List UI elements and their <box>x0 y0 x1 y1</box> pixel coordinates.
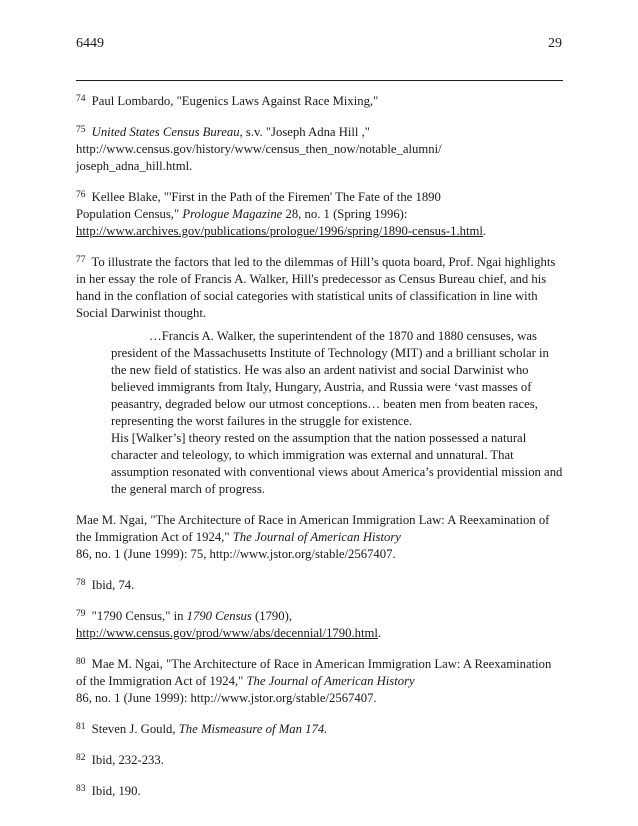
footnote-number: 74 <box>76 94 86 104</box>
footnote-period: . <box>377 626 382 640</box>
book-title: The Mismeasure of Man 174. <box>178 722 328 736</box>
footnote-82 <box>76 752 564 769</box>
ngai-citation <box>76 512 564 563</box>
footnote-number: 83 <box>76 784 86 794</box>
footnote-text: Mae M. Ngai, "The Architecture of Race in American Immigration Law: A Reexamination of the Immigration Act of 1924," <box>76 657 552 688</box>
journal-title: The Journal of American History <box>232 530 401 544</box>
source-title: 1790 Census <box>186 609 252 623</box>
footnote-number: 81 <box>76 722 86 732</box>
footnote-number: 77 <box>76 255 86 265</box>
footnote-number: 80 <box>76 657 86 667</box>
footnote-text: Steven J. Gould, <box>91 722 176 736</box>
footnote-number: 82 <box>76 753 86 763</box>
footnote-83 <box>76 783 564 800</box>
citation-end: 86, no. 1 (June 1999): 75, http://www.jstor.org/stable/2567407. <box>76 547 396 561</box>
footnote-url: http://www.census.gov/history/www/census_then_now/notable_alumni/ <box>76 142 442 156</box>
quote-paragraph-2: His [Walker’s] theory rested on the assumption that the nation possessed a natural character and teleology, to which immigration was external and unnatural. That assumption resonated with conventional views about America’s providential mission and the general march of progress. <box>111 431 563 496</box>
footnote-number: 79 <box>76 609 86 619</box>
source-title: United States Census Bureau <box>91 125 240 139</box>
footnote-link[interactable]: http://www.archives.gov/publications/prologue/1996/spring/1890-census-1.html <box>76 224 483 238</box>
source-title: Prologue Magazine <box>182 207 283 221</box>
footnote-75 <box>76 124 564 175</box>
journal-title: The Journal of American History <box>246 674 415 688</box>
header-left: 6449 <box>76 36 104 51</box>
footnote-text: To illustrate the factors that led to the dilemmas of Hill’s quota board, Prof. Ngai highlights in her essay the role of Francis A. Walker, Hill's predecessor as Census Bureau chief, and his hand in the conflation of social categories with statistical units of classification in line with Social Darwinist thought. <box>76 255 556 320</box>
header-rule <box>76 80 563 81</box>
footnote-76 <box>76 189 564 240</box>
footnote-url-cont: joseph_adna_hill.html. <box>76 159 193 173</box>
footnote-text: Ibid, 74. <box>91 578 135 592</box>
footnote-text: Ibid, 232-233. <box>91 753 164 767</box>
page-number: 29 <box>548 36 562 51</box>
block-quote <box>111 328 564 498</box>
footnote-text-cont: Population Census," <box>76 207 180 221</box>
footnote-78 <box>76 577 564 594</box>
footnote-number: 75 <box>76 125 86 135</box>
footnote-77 <box>76 254 564 322</box>
footnote-80 <box>76 656 564 707</box>
footnotes <box>76 93 564 814</box>
footnote-text: Kellee Blake, "'First in the Path of the Firemen' The Fate of the 1890 <box>91 190 441 204</box>
citation-text: Mae M. Ngai, "The Architecture of Race in American Immigration Law: A Reexamination of the Immigration Act of 1924," <box>76 513 550 544</box>
footnote-period: . <box>482 224 487 238</box>
citation-end: 86, no. 1 (June 1999): http://www.jstor.org/stable/2567407. <box>76 691 377 705</box>
footnote-link[interactable]: http://www.census.gov/prod/www/abs/decennial/1790.html <box>76 626 378 640</box>
footnote-citation: 28, no. 1 (Spring 1996): <box>285 207 408 221</box>
footnote-text: Paul Lombardo, "Eugenics Laws Against Race Mixing," <box>91 94 379 108</box>
footnote-79 <box>76 608 564 642</box>
footnote-number: 76 <box>76 190 86 200</box>
footnote-text: , s.v. "Joseph Adna Hill ," <box>239 125 370 139</box>
footnote-citation: (1790), <box>255 609 292 623</box>
footnote-81 <box>76 721 564 738</box>
footnote-number: 78 <box>76 578 86 588</box>
footnote-74 <box>76 93 564 110</box>
quote-paragraph-1: …Francis A. Walker, the superintendent of the 1870 and 1880 censuses, was president of the Massachusetts Institute of Technology (MIT) and a brilliant scholar in the new field of statistics. He was also an ardent nativist and social Darwinist who believed immigrants from Italy, Hungary, Austria, and Russia were ‘vast masses of peasantry, degraded below our utmost conceptions… beaten men from beaten races, representing the worst failures in the struggle for existence. <box>111 329 549 428</box>
footnote-text: Ibid, 190. <box>91 784 141 798</box>
footnote-text: "1790 Census," in <box>91 609 184 623</box>
